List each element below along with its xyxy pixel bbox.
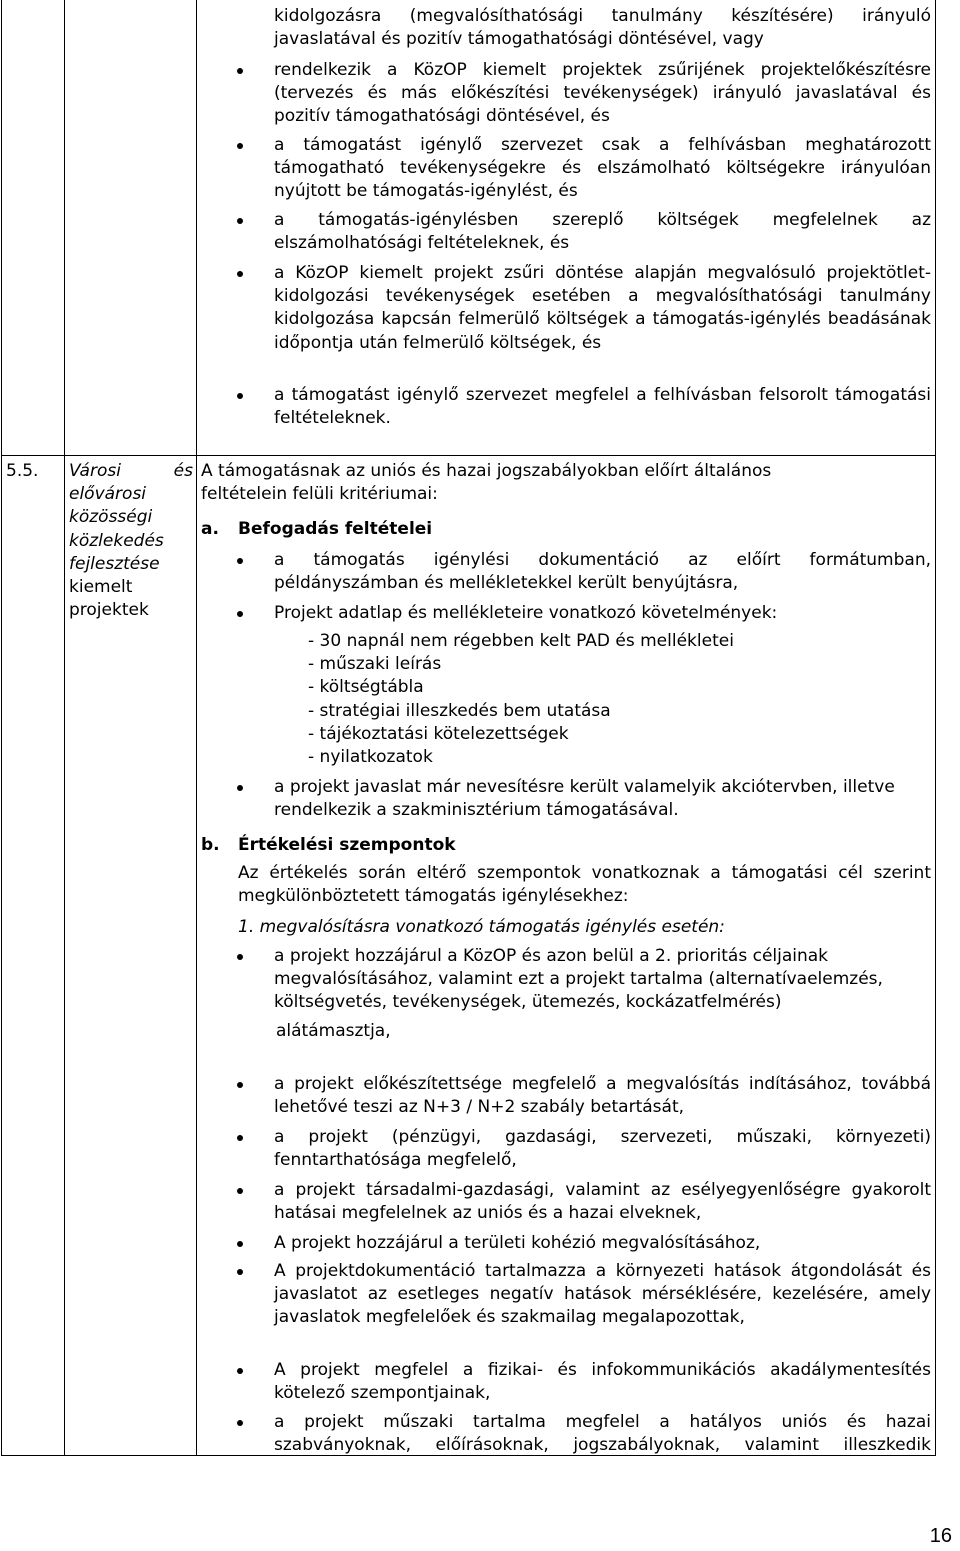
list-item [274,602,931,625]
bullet-text: rendelkezik a KözOP kiemelt projektek zsűrijének projektelőkészítésre (tervezés és más előkészítési tevékenységek) irányuló javaslatával és pozitív támogathatósági döntésével, és [274,60,931,127]
list-item: - költségtábla [308,677,424,698]
bullet-text: a támogatás igénylési dokumentáció az előírt formátumban, példányszámban és mellékletekkel került benyújtásra, [274,550,931,594]
table-divider-col2 [196,0,197,1456]
list-item [274,59,931,129]
row-title-line: közösségi [69,507,153,528]
bullet-icon [237,611,243,617]
intro-text: A támogatásnak az uniós és hazai jogszabályokban előírt általános feltételein felüli kritériumai: [201,461,772,505]
row-number: 5.5. [6,461,39,481]
continuation-line: javaslatával és pozitív támogathatósági döntésével, vagy [274,29,764,50]
list-item [274,945,931,1043]
requirements-list [308,630,908,769]
bullet-text: a projekt társadalmi-gazdasági, valamint az esélyegyenlőségre gyakorolt hatásai megfelelnek az uniós és a hazai elveknek, [274,1180,931,1224]
bullet-icon [237,1188,243,1194]
bullet-text: a projekt hozzájárul a KözOP és azon belül a 2. prioritás céljainak megvalósításához, valamint ezt a projekt tartalma (alternatívaelemzés, költségvetés, tevékenységek, ütemezés, kockázatfelmérés) [274,946,883,1013]
list-item [274,776,931,822]
bullet-text: a projekt javaslat már nevesítésre került valamelyik akciótervben, illetve rendelkezik a szakminisztérium támogatásával. [274,777,895,821]
list-item: - nyilatkozatok [308,747,433,768]
bullet-icon [237,1420,243,1426]
bullet-icon [237,1269,243,1275]
bullet-icon [237,271,243,277]
bullet-text: Projekt adatlap és mellékleteire vonatkozó követelmények: [274,603,778,623]
list-item [274,1411,931,1457]
bullet-icon [237,218,243,224]
row-title-line: fejlesztése [69,553,160,574]
row-title-line: közlekedés [69,530,164,551]
bullet-text: A projektdokumentáció tartalmazza a környezeti hatások átgondolását és javaslatot az esetleges negatív hatások mérséklésére, kezelésére, amely javaslatok megfelelőek és szakmailag megalapozottak, [274,1261,931,1328]
list-item [274,384,931,430]
bullet-icon [237,1368,243,1374]
list-item: - műszaki leírás [308,654,442,675]
bullet-icon [237,1241,243,1247]
bullet-text: a támogatást igénylő szervezet megfelel a felhívásban felsorolt támogatási feltételeknek. [274,385,931,429]
list-item [274,262,931,355]
continuation-line: kidolgozásra (megvalósíthatósági tanulmány készítésére) irányuló [274,6,931,26]
row-title-line: kiemelt [69,577,133,598]
list-item [274,549,931,595]
table-divider-col1 [64,0,65,1456]
bullet-text: a projekt (pénzügyi, gazdasági, szervezeti, műszaki, környezeti) fenntarthatósága megfelelő, [274,1127,931,1171]
section-b-title: Értékelési szempontok [238,835,456,855]
row-title [69,460,193,622]
list-item: - tájékoztatási kötelezettségek [308,723,569,744]
list-item: - 30 napnál nem régebben kelt PAD és mellékletei [308,631,734,651]
list-item [274,1126,931,1172]
continuation-text [274,5,931,51]
bullet-icon [237,954,243,960]
bullet-icon [237,558,243,564]
bullet-text: a KözOP kiemelt projekt zsűri döntése alapján megvalósuló projektötlet-kidolgozási tevékenységek esetében a megvalósíthatósági tanulmány kidolgozása kapcsán felmerülő költségek a támogatás-igénylés beadásának időpontja után felmerülő költségek, és [274,263,931,353]
list-item [274,1359,931,1405]
section-b-subheading: 1. megvalósításra vonatkozó támogatás igénylés esetén: [238,917,725,937]
list-item [274,209,931,255]
table-border-left [1,0,2,1456]
row-title-line: elővárosi [69,484,147,505]
bullet-icon [237,785,243,791]
section-a-label: a. [201,519,219,539]
list-item [274,1179,931,1225]
bullet-icon [237,68,243,74]
bullet-icon [237,143,243,149]
list-item [274,1232,931,1255]
bullet-icon [237,393,243,399]
bullet-text: A projekt megfelel a fizikai- és infokommunikációs akadálymentesítés kötelező szempontjainak, [274,1360,931,1404]
list-item [274,134,931,204]
row-title-line: Városi és [69,461,193,481]
list-item: - stratégiai illeszkedés bem utatása [308,700,611,721]
page-number: 16 [929,1525,952,1547]
bullet-text: a támogatást igénylő szervezet csak a felhívásban meghatározott támogatható tevékenységekre és elszámolható költségekre irányulóan nyújtott be támogatás-igénylést, és [274,135,931,202]
bullet-text: A projekt hozzájárul a területi kohézió megvalósításához, [274,1233,761,1253]
bullet-icon [237,1135,243,1141]
bullet-text-tail: alátámasztja, [276,1020,391,1041]
section-a-title: Befogadás feltételei [238,519,433,539]
list-item [274,1073,931,1119]
section-b-label: b. [201,835,220,855]
bullet-text: a projekt előkészítettsége megfelelő a megvalósítás indításához, továbbá lehetővé teszi az N+3 / N+2 szabály betartását, [274,1074,931,1118]
row-divider [1,455,936,456]
bullet-text: a projekt műszaki tartalma megfelel a hatályos uniós és hazai szabványoknak, előírásoknak, jogszabályoknak, valamint illeszkedik [274,1412,931,1456]
row-title-line: projektek [69,600,149,621]
bullet-text: a támogatás-igénylésben szereplő költségek megfelelnek az elszámolhatósági feltételeknek, és [274,210,931,254]
bullet-icon [237,1082,243,1088]
section-b-intro: Az értékelés során eltérő szempontok vonatkoznak a támogatási cél szerint megkülönböztetett támogatás igénylésekhez: [238,863,931,907]
table-border-right [935,0,936,1456]
list-item [274,1260,931,1330]
